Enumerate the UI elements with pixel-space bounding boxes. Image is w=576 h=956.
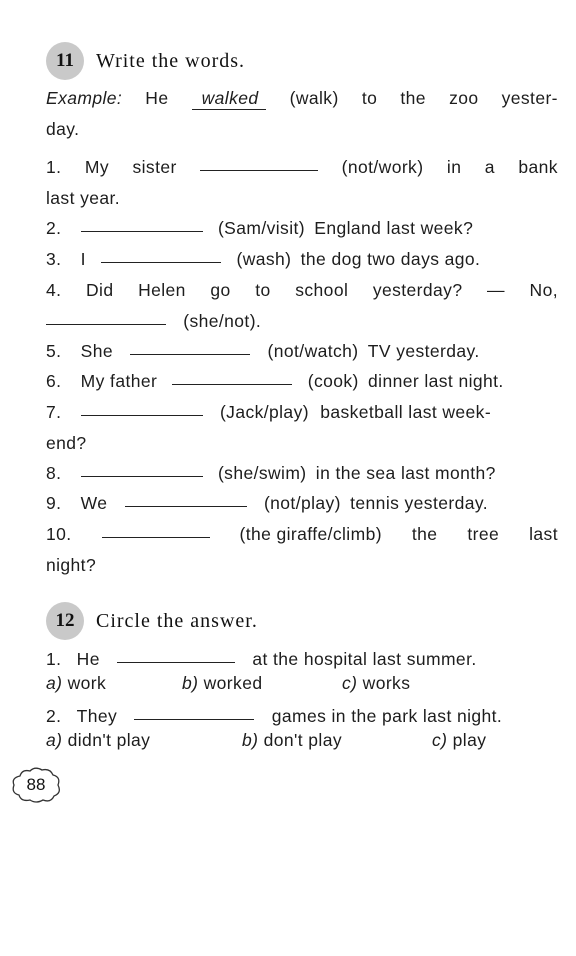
example-word: He [145, 88, 169, 108]
exercise-12-item-1 [46, 649, 558, 670]
option-letter: a) [46, 730, 63, 750]
item-hint: (not/work) [341, 157, 424, 177]
item-word: He [76, 649, 100, 669]
item-word: sister [132, 157, 177, 177]
item-rest: at the hospital last summer. [252, 649, 477, 669]
option-text: play [452, 730, 487, 750]
example-label: Example: [46, 88, 123, 108]
item-number: 3. [46, 249, 62, 269]
item-word: — [487, 280, 505, 300]
exercise-11-title: Write the words. [96, 49, 246, 72]
exercise-11-item-9 [46, 493, 558, 514]
item-word: Did [86, 280, 114, 300]
item-number: 5. [46, 341, 62, 361]
exercise-11-item-2 [46, 218, 558, 239]
answer-blank[interactable] [134, 718, 254, 720]
item-hint: (wash) [236, 249, 292, 269]
item-number: 4. [46, 280, 62, 300]
item-word: yesterday? [372, 280, 463, 300]
item-rest: in the sea last month? [315, 463, 496, 483]
item-word: We [80, 493, 108, 513]
example-word: to [361, 88, 378, 108]
option-letter: c) [342, 673, 358, 693]
item-rest: tennis yesterday. [350, 493, 488, 513]
item-number: 6. [46, 371, 62, 391]
item-word: Helen [138, 280, 186, 300]
item-number: 10. [46, 524, 72, 544]
exercise-12-item-2 [46, 706, 558, 727]
item-4-continuation [46, 311, 558, 332]
item-number: 8. [46, 463, 62, 483]
example-word: zoo [449, 88, 479, 108]
item-word: bank [518, 157, 558, 177]
exercise-11-header [46, 42, 245, 80]
item-rest: basketball last week- [320, 402, 492, 422]
item-word: She [80, 341, 114, 361]
option-letter: b) [242, 730, 259, 750]
item-rest: England last week? [314, 218, 474, 238]
answer-blank[interactable] [81, 230, 203, 232]
example-line [46, 88, 558, 110]
item-word: tree [467, 524, 500, 544]
item-word: to [255, 280, 271, 300]
answer-blank[interactable] [46, 323, 166, 325]
exercise-12-title: Circle the answer. [96, 609, 258, 632]
example-word: the [400, 88, 426, 108]
item-hint: (not/play) [263, 493, 341, 513]
answer-blank[interactable] [125, 505, 247, 507]
item-10-continuation: night? [46, 555, 97, 575]
option-b[interactable] [182, 673, 262, 694]
exercise-12-number-badge [46, 602, 84, 640]
answer-blank[interactable] [102, 536, 210, 538]
item-word: I [80, 249, 86, 269]
item-word: go [210, 280, 231, 300]
item-number: 2. [46, 706, 62, 726]
exercise-12-number: 12 [55, 610, 75, 631]
option-b[interactable] [242, 730, 342, 751]
option-a[interactable] [46, 673, 106, 694]
exercise-11-number-badge [46, 42, 84, 80]
option-c[interactable] [432, 730, 486, 751]
item-word: a [484, 157, 495, 177]
item-rest: games in the park last night. [271, 706, 503, 726]
item-hint: (the giraffe/climb) [239, 524, 382, 544]
item-number: 9. [46, 493, 62, 513]
option-a[interactable] [46, 730, 150, 751]
item-word: school [295, 280, 349, 300]
exercise-11-item-7 [46, 402, 558, 423]
item-word: in [446, 157, 462, 177]
option-letter: c) [432, 730, 448, 750]
answer-blank[interactable] [81, 414, 203, 416]
item-word: My [84, 157, 110, 177]
option-text: work [67, 673, 107, 693]
answer-blank[interactable] [130, 353, 250, 355]
exercise-11-item-8 [46, 463, 558, 484]
item-word: They [76, 706, 118, 726]
exercise-11-item-10 [46, 524, 558, 545]
exercise-11-item-4 [46, 280, 558, 301]
exercise-11-item-6 [46, 371, 558, 392]
exercise-11-item-5 [46, 341, 558, 362]
item-hint: (Sam/visit) [217, 218, 305, 238]
item-word: the [411, 524, 438, 544]
example-word: yester- [501, 88, 558, 108]
item-number: 7. [46, 402, 62, 422]
option-text: didn't play [67, 730, 151, 750]
item-hint: (not/watch) [267, 341, 359, 361]
answer-blank[interactable] [101, 261, 221, 263]
page-number: 88 [26, 775, 46, 794]
item-hint: (cook) [307, 371, 359, 391]
item-7-continuation: end? [46, 433, 87, 453]
exercise-12-header [46, 602, 258, 640]
exercise-11-number: 11 [56, 50, 74, 71]
item-number: 1. [46, 649, 62, 669]
item-word: No, [529, 280, 558, 300]
answer-blank[interactable] [200, 169, 318, 171]
exercise-11-item-3 [46, 249, 558, 270]
item-number: 2. [46, 218, 62, 238]
answer-blank[interactable] [172, 383, 292, 385]
answer-blank[interactable] [117, 661, 235, 663]
item-rest: the dog two days ago. [300, 249, 481, 269]
option-c[interactable] [342, 673, 410, 694]
exercise-11-item-1 [46, 157, 558, 178]
item-word: My father [80, 371, 158, 391]
option-text: don't play [263, 730, 343, 750]
answer-blank[interactable] [81, 475, 203, 477]
option-text: worked [203, 673, 263, 693]
option-text: works [362, 673, 411, 693]
page-number-badge [8, 766, 66, 804]
option-letter: a) [46, 673, 63, 693]
example-hint: (walk) [289, 88, 339, 108]
item-hint: (she/not). [183, 311, 262, 331]
item-number: 1. [46, 157, 62, 177]
item-hint: (she/swim) [217, 463, 307, 483]
item-word: last [529, 524, 558, 544]
item-rest: dinner last night. [368, 371, 504, 391]
example-answer: walked [192, 88, 267, 110]
option-letter: b) [182, 673, 199, 693]
item-1-continuation: last year. [46, 188, 121, 208]
example-continuation: day. [46, 119, 80, 139]
item-rest: TV yesterday. [367, 341, 480, 361]
item-hint: (Jack/play) [219, 402, 309, 422]
